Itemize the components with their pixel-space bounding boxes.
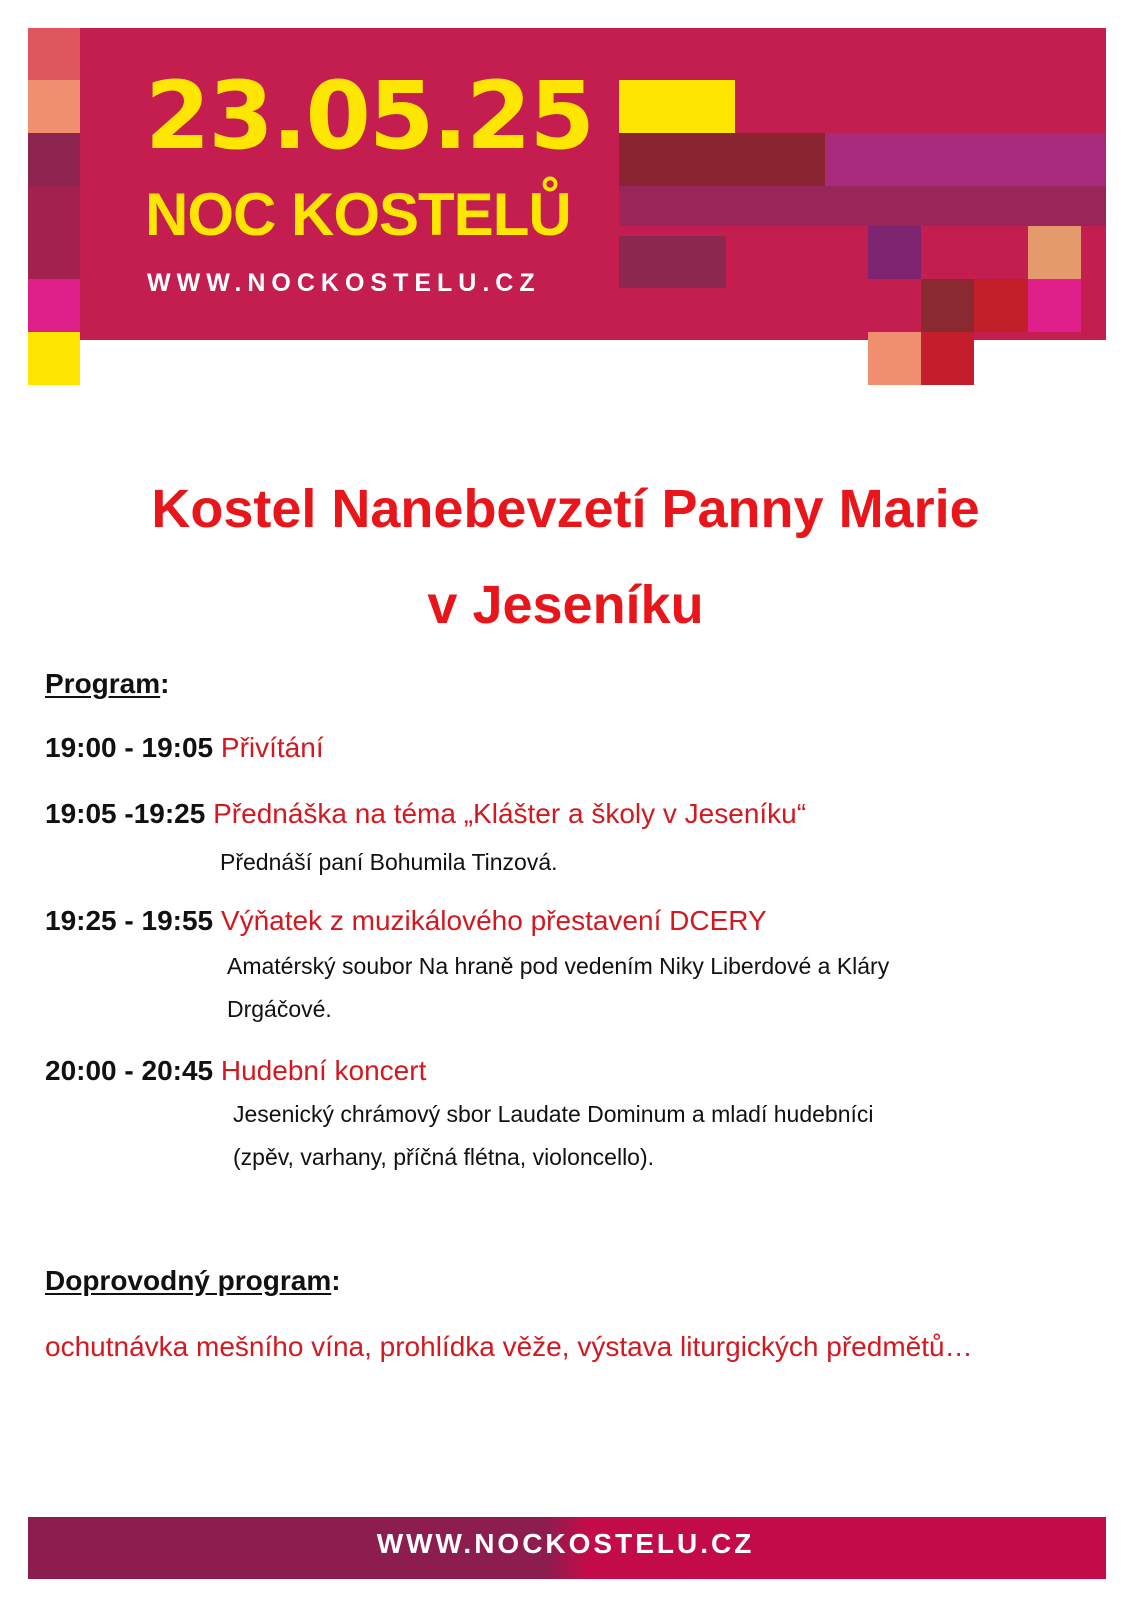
accompanying-text: ochutnávka mešního vína, prohlídka věže, výstava liturgických předmětů… — [45, 1331, 973, 1362]
program-item-time: 19:25 - 19:55 — [45, 905, 214, 936]
footer-website-link[interactable]: WWW.NOCKOSTELU.CZ — [376, 1528, 755, 1559]
program-item-activity: Přednáška na téma „Klášter a školy v Jeseníku“ — [213, 798, 807, 829]
program-item-activity: Přivítání — [220, 732, 324, 763]
program-item-description: Přednáší paní Bohumila Tinzová. — [220, 849, 558, 875]
program-item-description-line: Drgáčové. — [227, 995, 332, 1022]
program-item-time: 19:00 - 19:05 — [45, 732, 214, 763]
program-item-description-line: Amatérský soubor Na hraně pod vedením Niky Liberdové a Kláry — [227, 953, 890, 979]
program-heading-wrapper — [45, 670, 169, 698]
program-item — [45, 800, 806, 828]
program-item-activity: Hudební koncert — [220, 1055, 427, 1086]
event-date: 23.05.25 — [145, 62, 593, 171]
program-item-time: 19:05 -19:25 — [45, 798, 206, 829]
accompanying-heading: Doprovodný program — [45, 1265, 332, 1296]
program-heading-colon: : — [160, 668, 170, 699]
program-item-description — [233, 1093, 874, 1179]
program-item-description — [227, 945, 889, 1031]
accompanying-heading-wrapper — [45, 1267, 341, 1295]
program-heading: Program — [45, 668, 161, 699]
program-item-time: 20:00 - 20:45 — [45, 1055, 214, 1086]
header-website-link[interactable]: WWW.NOCKOSTELU.CZ — [147, 269, 541, 297]
program-item-activity: Výňatek z muzikálového přestavení DCERY — [220, 905, 767, 936]
event-name: NOC KOSTELŮ — [145, 181, 571, 248]
program-item-description-line: Jesenický chrámový sbor Laudate Dominum a mladí hudebníci — [233, 1101, 874, 1127]
accompanying-heading-colon: : — [331, 1265, 341, 1296]
program-item — [45, 734, 324, 762]
page-title-line2: v Jeseníku — [427, 575, 704, 635]
program-item — [45, 1057, 426, 1085]
program-item — [45, 907, 767, 935]
page-title-line1: Kostel Nanebevzetí Panny Marie — [151, 479, 980, 539]
program-item-description-line: (zpěv, varhany, příčná flétna, violoncello). — [233, 1143, 655, 1170]
